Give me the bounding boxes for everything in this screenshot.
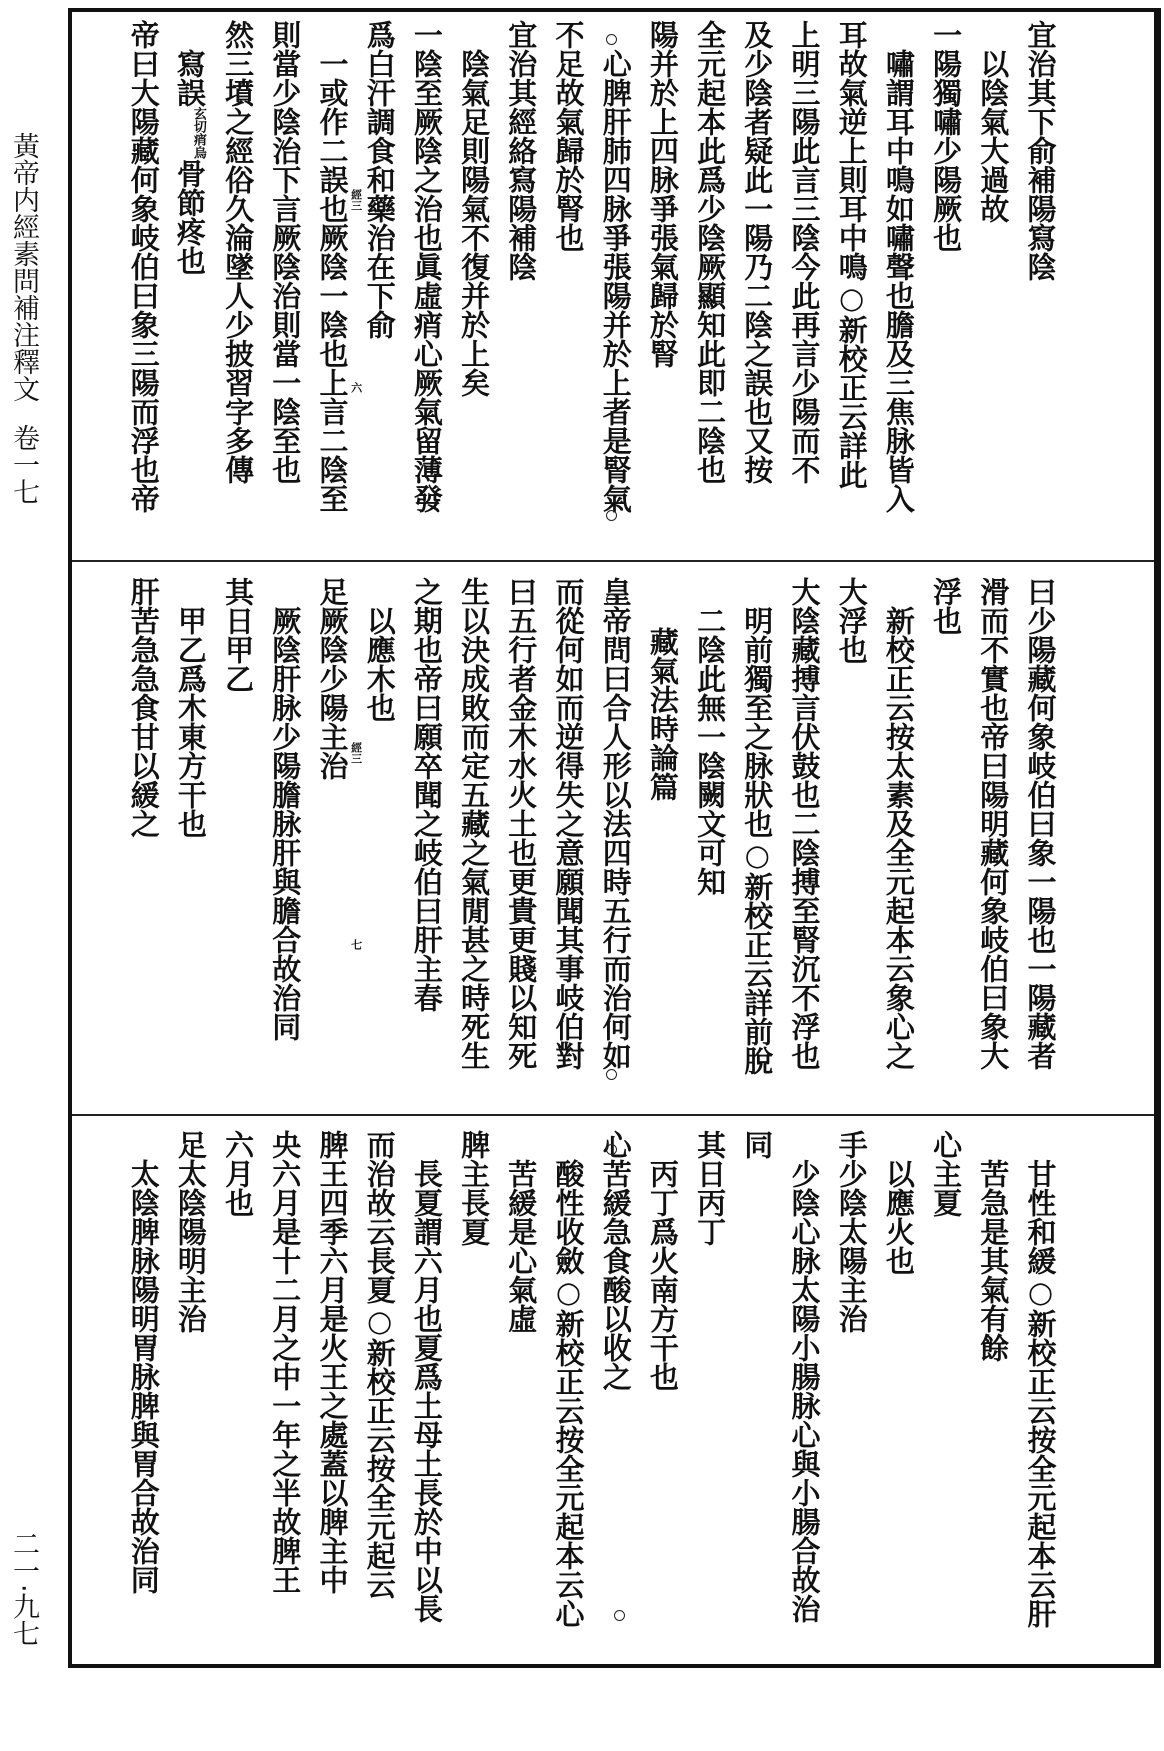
text-column <box>929 20 964 252</box>
text-column <box>693 20 728 484</box>
column-text: 苦緩是心氣虛 <box>504 1159 539 1333</box>
text-column <box>1023 20 1058 281</box>
column-text: 甲乙爲木東方干也 <box>173 606 208 838</box>
text-column <box>551 577 586 1070</box>
book-title: 黃帝内經素問補注釋文 <box>8 132 39 402</box>
column-text: 之期也帝曰願卒聞之岐伯曰肝主春 <box>409 577 444 1012</box>
commentary-column <box>881 606 916 1070</box>
text-column <box>221 20 256 484</box>
column-text: 長夏謂六月也夏爲土母土長於中以長 <box>409 1159 444 1623</box>
column-text: 滑而不實也帝曰陽明藏何象岐伯曰象大 <box>976 577 1011 1070</box>
text-column <box>834 20 869 489</box>
column-text: 耳故氣逆上則耳中鳴○新校正云詳此 <box>834 20 869 489</box>
text-column <box>126 577 161 838</box>
column-text: 丙丁爲火南方干也 <box>645 1159 680 1391</box>
column-text: 以陰氣大過故 <box>976 49 1011 223</box>
text-column <box>787 577 822 1070</box>
commentary-column <box>126 1159 161 1594</box>
column-text: 脾主長夏 <box>457 1130 492 1246</box>
commentary-column <box>172 49 207 275</box>
commentary-column <box>976 1159 1011 1362</box>
note-line: 玄切 <box>190 107 206 133</box>
commentary-column <box>740 606 775 1075</box>
text-column <box>268 1130 303 1594</box>
column-text: 一陰至厥陰之治也眞虛痟心厥氣留薄發 <box>409 20 444 513</box>
column-text: 酸性收斂○新校正云按全元起本云心 <box>551 1159 586 1628</box>
column-text: 太陰脾脉陽明胃脉脾與胃合故治同 <box>126 1159 161 1594</box>
column-text: 同 <box>740 1130 775 1159</box>
text-column <box>457 1130 492 1246</box>
column-text: 一陽獨嘯少陽厥也 <box>929 20 964 252</box>
column-text: 其日丙丁 <box>693 1130 728 1246</box>
column-text: 央六月是十二月之中一年之半故脾王 <box>268 1130 303 1594</box>
column-text: 曰五行者金木水火土也更貴更賤以知死 <box>504 577 539 1070</box>
text-column <box>221 1130 256 1217</box>
commentary-column <box>1023 1159 1058 1628</box>
column-text: 寫誤 <box>172 49 207 107</box>
text-column <box>315 1130 350 1594</box>
column-text: 以應火也 <box>881 1159 916 1275</box>
text-column <box>645 20 680 368</box>
column-text: 心脾肝肺四脉爭張陽并於上者是腎氣 <box>598 49 633 513</box>
column-text: 爲白汗調食和藥治在下俞 <box>362 20 397 339</box>
commentary-column <box>504 1159 539 1333</box>
column-text: 甘性和緩○新校正云按全元起本云肝 <box>1023 1159 1058 1628</box>
column-text: 少陰心脉太陽小腸脉心與小腸合故治 <box>787 1159 822 1623</box>
column-text: 足厥陰少陽主治 <box>315 577 350 780</box>
column-text: 苦急是其氣有餘 <box>976 1159 1011 1362</box>
column-text: 浮也 <box>929 577 964 635</box>
column-text: 陽并於上四脉爭張氣歸於腎 <box>645 20 680 368</box>
column-text: 二陰此無一陰闕文可知 <box>693 606 728 896</box>
column-text: 宜治其下俞補陽寫陰 <box>1023 20 1058 281</box>
column-text: 心苦緩急食酸以收之 <box>598 1130 633 1391</box>
text-column <box>409 577 444 1012</box>
text-column <box>362 1130 397 1599</box>
column-text: 生以決成敗而定五藏之氣閒甚之時死生 <box>457 577 492 1070</box>
commentary-column <box>881 1159 916 1275</box>
commentary-column <box>315 49 350 513</box>
column-text: 六月也 <box>221 1130 256 1217</box>
commentary-column <box>551 1159 586 1628</box>
column-text: 曰少陽藏何象岐伯曰象一陽也一陽藏者 <box>1023 577 1058 1070</box>
circle-mark-icon <box>606 1069 617 1080</box>
commentary-column <box>362 606 397 722</box>
column-text: 肝苦急急食甘以緩之 <box>126 577 161 838</box>
column-text: 則當少陰治下言厥陰治則當一陰至也 <box>268 20 303 484</box>
text-column <box>740 20 775 484</box>
text-column <box>976 577 1011 1070</box>
commentary-column <box>173 606 208 838</box>
commentary-column <box>409 1159 444 1623</box>
text-column <box>409 20 444 513</box>
text-column <box>362 20 397 339</box>
text-column <box>221 577 256 693</box>
collation-mark: 經三 <box>349 742 363 764</box>
circle-mark-icon <box>606 594 617 605</box>
collation-mark: 經三 <box>349 189 363 211</box>
commentary-column <box>457 49 492 397</box>
interlinear-note <box>191 107 205 159</box>
column-text: 厥陰肝脉少陽膽脉肝與膽合故治同 <box>268 606 303 1041</box>
page-frame <box>68 8 1161 1668</box>
column-text: 其日甲乙 <box>221 577 256 693</box>
circle-mark-icon <box>606 510 617 521</box>
column-text: 帝曰大陽藏何象岐伯曰象三陽而浮也帝 <box>126 20 161 513</box>
column-text: 而治故云長夏○新校正云按全元起云 <box>362 1130 397 1599</box>
circle-mark-icon <box>606 1144 617 1155</box>
column-text: 皇帝問曰合人形以法四時五行而治何如 <box>598 577 633 1070</box>
text-column <box>504 20 539 281</box>
circle-mark-icon <box>606 34 617 45</box>
column-text: 手少陰太陽主治 <box>834 1130 869 1333</box>
text-column <box>929 577 964 635</box>
panel-divider <box>72 560 1154 562</box>
column-text: 新校正云按太素及全元起本云象心之 <box>881 606 916 1070</box>
text-column <box>693 1130 728 1246</box>
text-column <box>173 1130 208 1333</box>
text-column <box>268 20 303 484</box>
text-column <box>504 577 539 1070</box>
margin-book-title <box>8 132 38 505</box>
column-text: 全元起本此爲少陰厥顯知此即二陰也 <box>693 20 728 484</box>
column-text: 陰氣足則陽氣不復并於上矣 <box>457 49 492 397</box>
circle-mark-icon <box>614 1610 625 1621</box>
commentary-column <box>645 1159 680 1391</box>
column-text: 大浮也 <box>834 577 869 664</box>
column-text: 而從何如而逆得失之意願聞其事岐伯對 <box>551 577 586 1070</box>
commentary-column <box>598 49 633 513</box>
text-column <box>1023 577 1058 1070</box>
column-text: 及少陰者疑此一陽乃二陰之誤也又按 <box>740 20 775 484</box>
column-text: 然三墳之經俗久淪墜人少披習字多傳 <box>221 20 256 484</box>
text-column <box>126 20 161 513</box>
column-text: 心主夏 <box>929 1130 964 1217</box>
column-text: 嘯謂耳中鳴如嘯聲也膽及三焦脉皆入 <box>881 49 916 513</box>
commentary-column <box>787 1159 822 1623</box>
column-text: 脾王四季六月是火王之處蓋以脾主中 <box>315 1130 350 1594</box>
column-text: 明前獨至之脉狀也○新校正云詳前脫 <box>740 606 775 1075</box>
column-text: 大陰藏搏言伏鼓也二陰搏至腎沉不浮也 <box>787 577 822 1070</box>
text-column <box>929 1130 964 1217</box>
note-line: 痟烏 <box>190 133 206 159</box>
panel-divider <box>72 1114 1154 1116</box>
commentary-column <box>268 606 303 1041</box>
text-column <box>834 1130 869 1333</box>
commentary-column <box>881 49 916 513</box>
text-column <box>551 20 586 252</box>
collation-mark: 六 <box>349 382 363 393</box>
column-text: 以應木也 <box>362 606 397 722</box>
text-column <box>598 577 633 1070</box>
commentary-column <box>693 606 728 896</box>
column-text: 宜治其經絡寫陽補陰 <box>504 20 539 281</box>
collation-mark: 七 <box>349 939 363 950</box>
column-text: 藏氣法時論篇 <box>645 627 680 801</box>
text-column <box>598 1130 633 1391</box>
page-number: 二一·九七 <box>8 1530 39 1647</box>
commentary-column <box>976 49 1011 223</box>
text-column <box>787 20 822 484</box>
text-column <box>315 577 350 780</box>
section-title-column <box>645 627 680 801</box>
volume-label: 卷一七 <box>8 424 39 505</box>
column-text: 一或作二誤也厥陰一陰也上言二陰至 <box>315 49 350 513</box>
column-text: 上明三陽此言三陰今此再言少陽而不 <box>787 20 822 484</box>
column-text: 不足故氣歸於腎也 <box>551 20 586 252</box>
column-text: 足太陰陽明主治 <box>173 1130 208 1333</box>
column-text-continued: 骨節疼也 <box>172 159 207 275</box>
text-column <box>740 1130 775 1159</box>
text-column <box>834 577 869 664</box>
text-column <box>457 577 492 1070</box>
